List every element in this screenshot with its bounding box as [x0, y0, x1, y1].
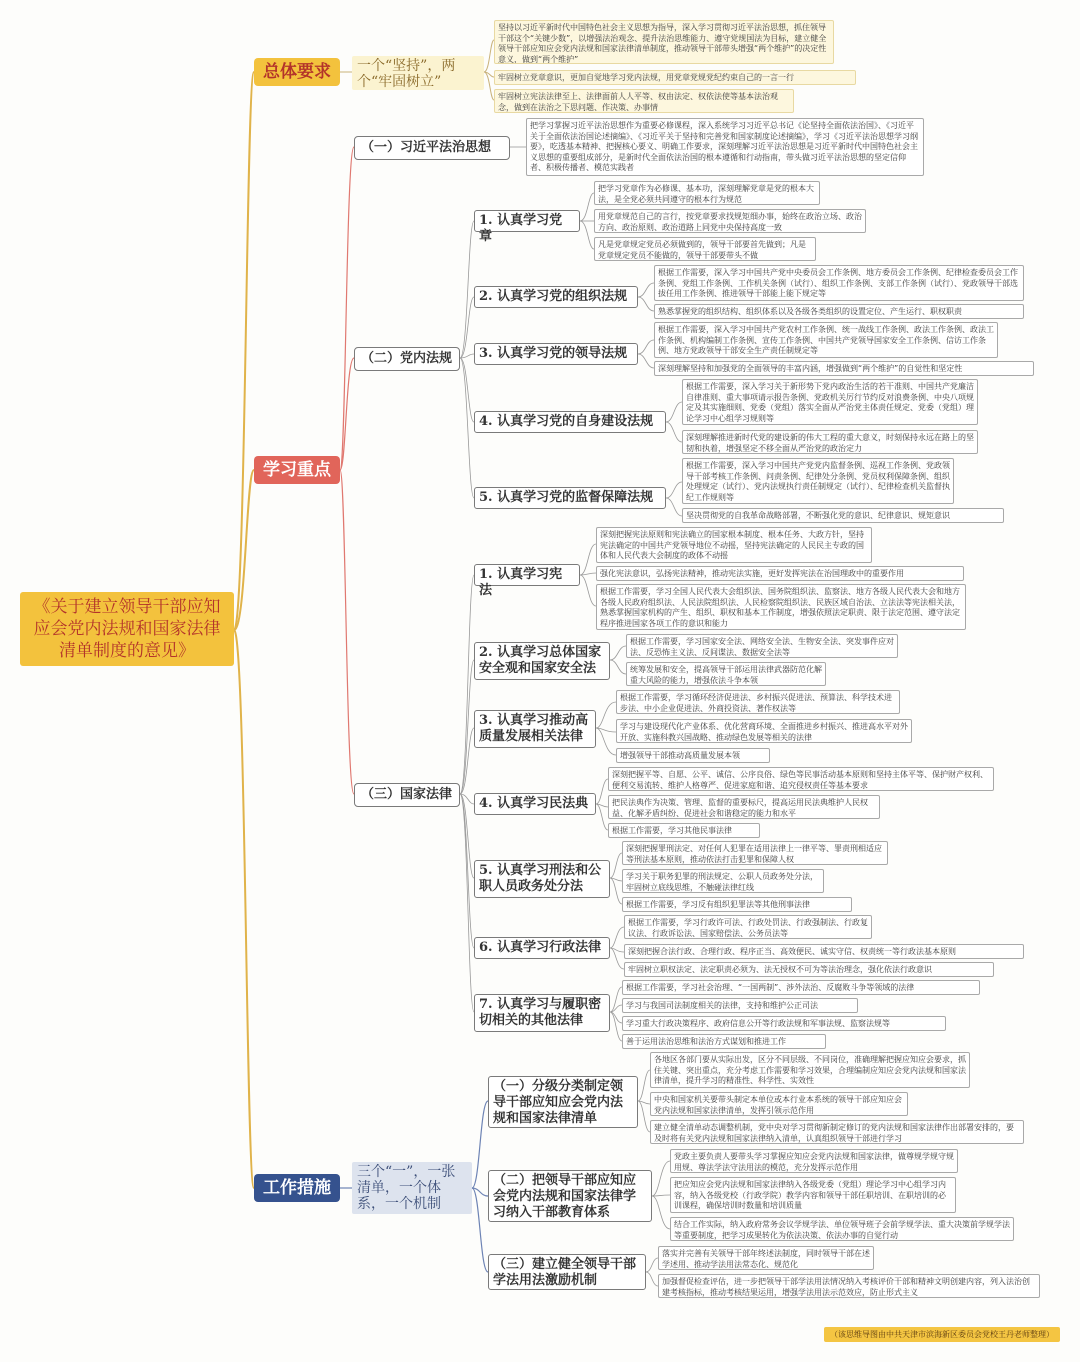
measure-item-3: （三）建立健全领导干部学法用法激励机制	[488, 1254, 646, 1290]
law-item-3-leaf-1: 根据工作需要，学习循环经济促进法、乡村振兴促进法、预算法、科学技术进步法、中小企业促进法、外商投资法、著作权法等	[616, 690, 900, 714]
law-item-3-leaf-3: 增强领导干部推动高质量发展本领	[616, 748, 770, 763]
law-item-1-leaf-3: 根据工作需要，学习全国人民代表大会组织法、国务院组织法、监察法、地方各级人民代表大会和地方各级人民政府组织法、人民法院组织法、人民检察院组织法、民族区域自治法、立法法等宪法相关法，熟悉掌握国家机构的产生、组织、职权和基本工作制度，增强依照法定职责、限于法定范围、遵守法定程序推进国家各项工作的意识和能力	[596, 584, 966, 630]
law-item-6-leaf-2: 深刻把握合法行政、合理行政、程序正当、高效便民、诚实守信、权责统一等行政法基本原则	[624, 944, 1024, 959]
party-item-2: 2. 认真学习党的组织法规	[474, 286, 638, 308]
focus-national-law: （三）国家法律	[354, 783, 460, 807]
law-item-5-leaf-2: 学习关于职务犯罪的刑法规定、公职人员政务处分法，牢固树立底线思维，不触碰法律红线	[622, 869, 824, 893]
measure-item-1-leaf-2: 中央和国家机关要带头制定本单位或本行业本系统的领导干部应知应会党内法规和国家法律清单，发挥引领示范作用	[650, 1092, 908, 1116]
branch-work-measures: 工作措施	[254, 1174, 340, 1202]
law-item-4-leaf-1: 深刻把握平等、自愿、公平、诚信、公序良俗、绿色等民事活动基本原则和坚持主体平等、保护财产权利、便利交易流转、维护人格尊严、促进家庭和谐、追究侵权责任等基本要求	[608, 767, 994, 791]
party-item-1-leaf-1: 把学习党章作为必修课、基本功，深刻理解党章是党的根本大法，是全党必须共同遵守的根本行为规范	[594, 181, 820, 205]
connector-root-b3	[234, 630, 254, 1188]
law-item-7-leaf-1: 根据工作需要，学习社会治理、“一国两制”、涉外法治、反腐败斗争等领域的法律	[622, 980, 980, 995]
party-item-1-leaf-2: 用党章规范自己的言行，按党章要求找规矩细办事，始终在政治立场、政治方向、政治原则、政治道路上同党中央保持高度一致	[594, 209, 866, 233]
measure-item-2-leaf-3: 结合工作实际，纳入政府常务会议学规学法、单位领导班子会前学规学法、重大决策前学规学法等重要制度，把学习成果转化为依法决策、依法办事的自觉行动	[670, 1217, 1014, 1241]
party-item-2-leaf-2: 熟悉掌握党的组织结构、组织体系以及各级各类组织的设置定位、产生运行、职权职责	[654, 304, 1024, 319]
focus-party-regulations: （二）党内法规	[354, 347, 460, 371]
general-leaf-1: 坚持以习近平新时代中国特色社会主义思想为指导，深入学习贯彻习近平法治思想，抓住领导干部这个“关键少数”，以增强法治观念、提升法治思维能力、遵守党规国法为目标，建立健全领导干部应知应会党内法规和国家法律清单制度，推动领导干部带头增强“两个维护”的决定性意义，做到“两个维护”	[494, 20, 834, 64]
measure-item-1: （一）分级分类制定领导干部应知应会党内法规和国家法律清单	[488, 1076, 638, 1128]
law-item-3: 3. 认真学习推动高质量发展相关法律	[474, 710, 596, 748]
measures-summary: 三个“一”，一张清单，一个体系，一个机制	[352, 1162, 472, 1214]
party-item-4: 4. 认真学习党的自身建设法规	[474, 411, 666, 433]
law-item-2: 2. 认真学习总体国家安全观和国家安全法	[474, 642, 610, 680]
author-credit: （该思维导图由中共天津市滨海新区委员会党校王丹老师整理）	[824, 1327, 1060, 1342]
party-item-5: 5. 认真学习党的监督保障法规	[474, 487, 666, 509]
law-item-2-leaf-2: 统筹发展和安全，提高领导干部运用法律武器防范化解重大风险的能力，增强依法斗争本领	[626, 662, 826, 686]
law-item-1: 1. 认真学习宪法	[474, 564, 580, 586]
general-leaf-3: 牢固树立宪法法律至上、法律面前人人平等、权由法定、权依法使等基本法治观念，做到在法治之下思问题、作决策、办事情	[494, 89, 794, 113]
party-item-4-leaf-1: 根据工作需要，深入学习关于新形势下党内政治生活的若干准则、中国共产党廉洁自律准则、重大事项请示报告条例、党政机关厉行节约反对浪费条例、中央八项规定及其实施细则、党委（党组）落实全面从严治党主体责任规定、党委（党组）理论学习中心组学习规则等	[682, 379, 978, 425]
law-item-7-leaf-2: 学习与我国司法制度相关的法律，支持和维护公正司法	[622, 998, 858, 1013]
law-item-4-leaf-2: 把民法典作为决策、管理、监督的重要标尺，提高运用民法典维护人民权益、化解矛盾纠纷、促进社会和谐稳定的能力和水平	[608, 795, 880, 819]
party-item-1-leaf-3: 凡是党章规定党员必须做到的，领导干部要首先做到；凡是党章规定党员不能做的，领导干部要带头不做	[594, 237, 816, 261]
party-item-1: 1. 认真学习党章	[474, 210, 580, 232]
law-item-4-leaf-3: 根据工作需要，学习其他民事法律	[608, 823, 760, 838]
law-item-6-leaf-1: 根据工作需要，学习行政许可法、行政处罚法、行政强制法、行政复议法、行政诉讼法、国家赔偿法、公务员法等	[624, 915, 872, 939]
party-item-3-leaf-2: 深刻理解坚持和加强党的全面领导的丰富内涵，增强做到“两个维护”的自觉性和坚定性	[654, 361, 1034, 376]
branch-general-requirements: 总体要求	[254, 58, 340, 86]
party-item-5-leaf-2: 坚决贯彻党的自我革命战略部署，不断强化党的意识、纪律意识、规矩意识	[682, 508, 1004, 523]
law-item-5-leaf-3: 根据工作需要，学习反有组织犯罪法等其他刑事法律	[622, 897, 852, 912]
law-item-7-leaf-4: 善于运用法治思维和法治方式谋划和推进工作	[622, 1034, 826, 1049]
party-item-3-leaf-1: 根据工作需要，深入学习中国共产党农村工作条例、统一战线工作条例、政法工作条例、政法工作条例、机构编制工作条例、宣传工作条例、中国共产党领导国家安全工作条例、信访工作条例、地方党政领导干部安全生产责任制规定等	[654, 322, 998, 358]
measure-item-2-leaf-1: 党政主要负责人要带头学习掌握应知应会党内法规和国家法律，做尊规学规守规用规、尊法学法守法用法的模范，充分发挥示范作用	[670, 1149, 958, 1173]
measure-item-1-leaf-1: 各地区各部门要从实际出发，区分不同层级、不同岗位，准确理解把握应知应会要求，抓住关键、突出重点，充分考虑工作需要和学习效果，合理编制应知应会党内法规和国家法律清单，提升学习的精准性、科学性、实效性	[650, 1052, 970, 1088]
law-item-1-leaf-1: 深刻把握宪法原则和宪法确立的国家根本制度、根本任务、大政方针，坚持宪法确定的中国共产党领导地位不动摇，坚持宪法确定的人民民主专政的国体和人民代表大会制度的政体不动摇	[596, 527, 872, 563]
measure-item-2-leaf-2: 把应知应会党内法规和国家法律纳入各级党委（党组）理论学习中心组学习内容，纳入各级党校（行政学院）教学内容和领导干部任职培训、在职培训的必训课程，确保培训时数量和培训质量	[670, 1177, 956, 1213]
general-summary: 一个“坚持”，两个“牢固树立”	[352, 56, 484, 90]
party-item-2-leaf-1: 根据工作需要，深入学习中国共产党中央委员会工作条例、地方委员会工作条例、纪律检查委员会工作条例、党组工作条例、工作机关条例（试行）、组织工作条例、支部工作条例（试行）、党政领导干部选拔任用工作条例、推进领导干部能上能下规定等	[654, 265, 1024, 301]
law-item-6: 6. 认真学习行政法律	[474, 937, 610, 959]
measure-item-1-leaf-3: 建立健全清单动态调整机制，党中央对学习贯彻新制定修订的党内法规和国家法律作出部署安排的，要及时将有关党内法规和国家法律纳入清单，认真组织领导干部进行学习	[650, 1120, 1024, 1144]
law-item-1-leaf-2: 强化宪法意识，弘扬宪法精神，推动宪法实施，更好发挥宪法在治国理政中的重要作用	[596, 566, 964, 581]
root-title: 《关于建立领导干部应知应会党内法规和国家法律清单制度的意见》	[20, 592, 234, 666]
party-item-5-leaf-1: 根据工作需要，深入学习中国共产党党内监督条例、巡视工作条例、党政领导干部考核工作条例、问责条例、纪律处分条例、党员权利保障条例、组织处理规定（试行）、党内法规执行责任制规定（试行）、纪律检查机关监督执纪工作规则等	[682, 458, 954, 504]
connector-root-b1	[234, 72, 254, 630]
party-item-4-leaf-2: 深刻理解推进新时代党的建设新的伟大工程的重大意义，时刻保持永远在路上的坚韧和执着，增强坚定不移全面从严治党的政治定力	[682, 430, 978, 454]
general-leaf-2: 牢固树立党章意识，更加自觉地学习党内法规，用党章党规党纪约束自己的一言一行	[494, 70, 856, 85]
law-item-7: 7. 认真学习与履职密切相关的其他法律	[474, 994, 610, 1032]
focus-xi-law-thought: （一）习近平法治思想	[354, 136, 510, 160]
law-item-6-leaf-3: 牢固树立职权法定、法定职责必须为、法无授权不可为等法治理念，强化依法行政意识	[624, 962, 994, 977]
law-item-3-leaf-2: 学习与建设现代化产业体系、优化营商环境、全面推进乡村振兴、推进高水平对外开放、实施科教兴国战略、推动绿色发展等相关的法律	[616, 719, 912, 743]
law-item-5: 5. 认真学习刑法和公职人员政务处分法	[474, 860, 610, 898]
xi-thought-leaf: 把学习掌握习近平法治思想作为重要必修课程，深入系统学习习近平总书记《论坚持全面依法治国》、《习近平关于全面依法治国论述摘编》、《习近平关于坚持和完善党和国家制度论述摘编》，学习《习近平法治思想学习纲要》，吃透基本精神、把握核心要义、明确工作要求，深刻理解习近平法治思想是习近平新时代中国特色社会主义思想的重要组成部分，是新时代全面依法治国的根本遵循和行动指南，带头做习近平法治思想的坚定信仰者、积极传播者、模范实践者	[526, 118, 924, 176]
connector-root-b2	[234, 470, 254, 630]
law-item-5-leaf-1: 深刻把握罪刑法定、对任何人犯罪在适用法律上一律平等、罪责刑相适应等刑法基本原则，推动依法打击犯罪和保障人权	[622, 841, 888, 865]
measure-item-3-leaf-2: 加强督促检查评估，进一步把领导干部学法用法情况纳入考核评价干部和精神文明创建内容，列入法治创建考核指标，推动考核结果运用，增强学法用法示范效应，防止形式主义	[658, 1274, 1040, 1298]
measure-item-2: （二）把领导干部应知应会党内法规和国家法律学习纳入干部教育体系	[488, 1170, 652, 1222]
law-item-4: 4. 认真学习民法典	[474, 793, 596, 815]
measure-item-3-leaf-1: 落实并完善有关领导干部年终述法制度，同时领导干部在述学述用、推动学法用法常态化、规范化	[658, 1246, 874, 1270]
law-item-2-leaf-1: 根据工作需要，学习国家安全法、网络安全法、生物安全法、突发事件应对法、反恐怖主义法、反间谍法、数据安全法等	[626, 634, 898, 658]
branch-study-focus: 学习重点	[254, 456, 340, 484]
party-item-3: 3. 认真学习党的领导法规	[474, 343, 638, 365]
law-item-7-leaf-3: 学习重大行政决策程序、政府信息公开等行政法规和军事法规、监察法规等	[622, 1016, 946, 1031]
